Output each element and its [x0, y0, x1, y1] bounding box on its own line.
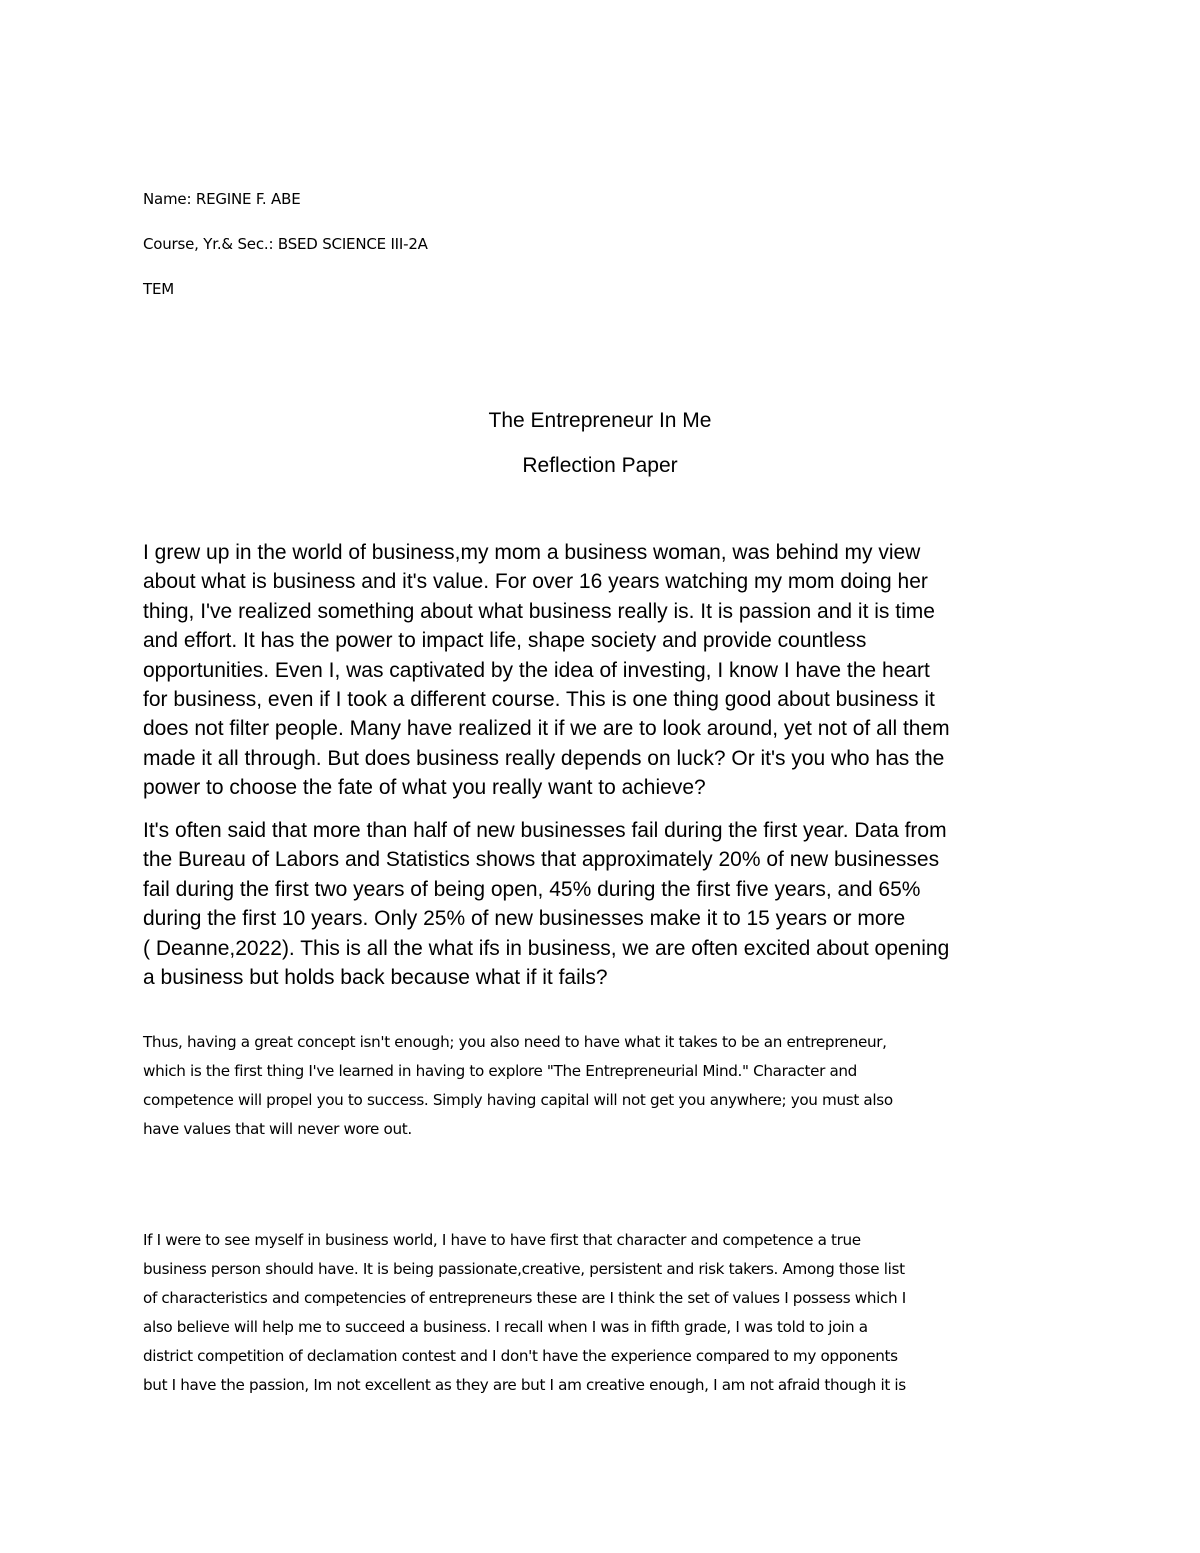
- paragraph-line: but I have the passion, Im not excellent as they are but I am creative enough, I am not afraid though it is: [143, 1375, 906, 1394]
- paper-title: The Entrepreneur In Me: [488, 409, 712, 432]
- paragraph-line: have values that will never wore out.: [143, 1119, 412, 1138]
- paragraph-line: a business but holds back because what if it fails?: [143, 966, 608, 990]
- paragraph-line: about what is business and it's value. For over 16 years watching my mom doing her: [143, 570, 928, 594]
- paragraph-line: also believe will help me to succeed a business. I recall when I was in fifth grade, I was told to join a: [143, 1317, 868, 1336]
- paragraph-line: Thus, having a great concept isn't enough; you also need to have what it takes to be an entrepreneur,: [143, 1033, 887, 1051]
- student-name-line: Name: REGINE F. ABE: [143, 190, 301, 208]
- body-paragraph-2: [143, 816, 1063, 992]
- paragraph-line: the Bureau of Labors and Statistics shows that approximately 20% of new businesses: [143, 848, 940, 872]
- paragraph-line: ( Deanne,2022). This is all the what ifs in business, we are often excited about opening: [143, 936, 950, 960]
- paragraph-line: during the first 10 years. Only 25% of new businesses make it to 15 years or more: [143, 907, 906, 931]
- paragraph-line: power to choose the fate of what you really want to achieve?: [143, 776, 706, 800]
- paper-subtitle: Reflection Paper: [522, 454, 678, 477]
- body-paragraph-4: [143, 1226, 1063, 1399]
- paragraph-line: I grew up in the world of business,my mom a business woman, was behind my view: [143, 541, 921, 564]
- body-paragraph-1: [143, 538, 1063, 803]
- paragraph-line: fail during the first two years of being open, 45% during the first five years, and 65%: [143, 877, 921, 901]
- paragraph-line: made it all through. But does business really depends on luck? Or it's you who has the: [143, 746, 945, 770]
- paragraph-line: district competition of declamation contest and I don't have the experience compared to my opponents: [143, 1346, 898, 1365]
- paragraph-line: does not filter people. Many have realized it if we are to look around, yet not of all them: [143, 717, 950, 741]
- paragraph-line: and effort. It has the power to impact life, shape society and provide countless: [143, 629, 867, 653]
- paragraph-line: which is the first thing I've learned in having to explore "The Entrepreneurial Mind." Character and: [143, 1061, 857, 1080]
- paragraph-line: opportunities. Even I, was captivated by the idea of investing, I know I have the heart: [143, 658, 930, 682]
- paragraph-line: business person should have. It is being passionate,creative, persistent and risk takers. Among those list: [143, 1259, 905, 1278]
- paragraph-line: It's often said that more than half of new businesses fail during the first year. Data from: [143, 819, 947, 842]
- body-paragraph-3: [143, 1028, 1063, 1144]
- paragraph-line: competence will propel you to success. Simply having capital will not get you anywhere; you must also: [143, 1090, 893, 1109]
- paragraph-line: for business, even if I took a different course. This is one thing good about business it: [143, 688, 935, 712]
- paragraph-line: thing, I've realized something about what business really is. It is passion and it is time: [143, 599, 935, 623]
- course-line: Course, Yr.& Sec.: BSED SCIENCE III-2A: [143, 235, 428, 253]
- paragraph-line: If I were to see myself in business world, I have to have first that character and competence a true: [143, 1231, 861, 1249]
- subject-line: TEM: [143, 280, 174, 298]
- paragraph-line: of characteristics and competencies of entrepreneurs these are I think the set of values I possess which I: [143, 1288, 906, 1307]
